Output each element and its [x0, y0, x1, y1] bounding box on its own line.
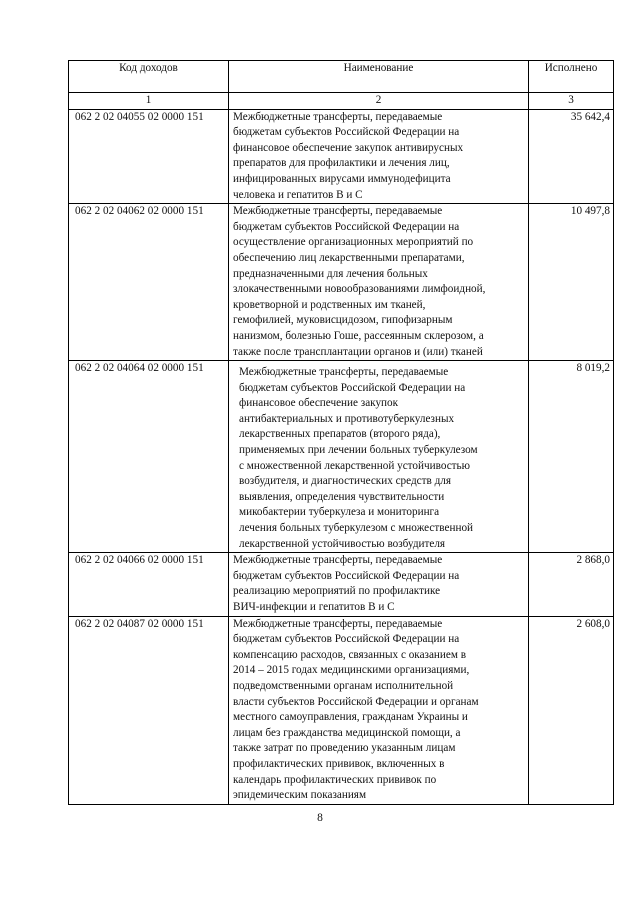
column-number: 2 [229, 93, 529, 110]
revenue-name-line: обеспечению лиц лекарственными препаратами, [233, 251, 465, 264]
revenue-name-line: кроветворной и родственных им тканей, [233, 298, 426, 311]
executed-amount: 2 608,0 [529, 616, 614, 804]
revenue-name-line: Межбюджетные трансферты, передаваемые [239, 366, 449, 379]
revenue-name-line: календарь профилактических прививок по [233, 773, 437, 786]
revenue-name-line: власти субъектов Российской Федерации и органам [233, 695, 479, 708]
revenue-name-line: бюджетам субъектов Российской Федерации на [233, 569, 460, 582]
revenue-name-line: эпидемическим показаниям [233, 789, 367, 802]
table-row [69, 616, 614, 804]
executed-amount: 8 019,2 [529, 361, 614, 553]
revenue-name-line: препаратов для профилактики и лечения лиц, [233, 157, 450, 170]
revenue-code: 062 2 02 04087 02 0000 151 [69, 616, 229, 804]
header-executed: Исполнено [529, 61, 614, 93]
revenue-name-line: лечения больных туберкулезом с множественной [239, 522, 474, 535]
revenue-name-line: Межбюджетные трансферты, передаваемые [233, 110, 443, 123]
revenue-name-line: ВИЧ-инфекции и гепатитов В и С [233, 601, 395, 613]
revenue-name-line: подведомственными органам исполнительной [233, 679, 454, 692]
revenue-name-line: микобактерии туберкулеза и мониторинга [239, 506, 440, 519]
revenue-name-line: бюджетам субъектов Российской Федерации на [233, 126, 460, 139]
revenue-name-line: также после трансплантации органов и (или) тканей [233, 345, 483, 358]
revenue-name-line: бюджетам субъектов Российской Федерации на [233, 220, 460, 233]
revenue-code: 062 2 02 04066 02 0000 151 [69, 553, 229, 616]
column-number-row [69, 93, 614, 110]
header-name: Наименование [229, 61, 529, 93]
executed-amount: 2 868,0 [529, 553, 614, 616]
revenue-name-line: финансовое обеспечение закупок [239, 397, 399, 410]
revenue-name [229, 109, 529, 204]
revenue-name-line: лекарственной устойчивостью возбудителя [239, 537, 446, 550]
executed-amount: 35 642,4 [529, 109, 614, 204]
revenue-name-line: инфицированных вирусами иммунодефицита [233, 172, 451, 185]
revenue-name-line: Межбюджетные трансферты, передаваемые [233, 617, 443, 630]
table-row [69, 553, 614, 616]
revenue-name-line: предназначенными для лечения больных [233, 267, 428, 280]
table-row [69, 109, 614, 204]
table-row [69, 204, 614, 361]
revenue-code: 062 2 02 04064 02 0000 151 [69, 361, 229, 553]
revenue-name-line: реализацию мероприятий по профилактике [233, 585, 441, 598]
revenue-name-line: Межбюджетные трансферты, передаваемые [233, 554, 443, 567]
revenue-name-line: антибактериальных и противотуберкулезных [239, 412, 455, 425]
revenue-name-line: осуществление организационных мероприятий по [233, 236, 474, 249]
revenue-name [229, 616, 529, 804]
header-row [69, 61, 614, 93]
revenue-name-line: злокачественными новообразованиями лимфоидной, [233, 283, 486, 296]
revenue-code: 062 2 02 04055 02 0000 151 [69, 109, 229, 204]
revenue-name-line: местного самоуправления, гражданам Украины и [233, 711, 468, 724]
revenue-name [229, 361, 529, 553]
revenue-name-line: выявления, определения чувствительности [239, 490, 445, 503]
revenue-name-line: бюджетам субъектов Российской Федерации на [239, 381, 466, 394]
column-number: 1 [69, 93, 229, 110]
revenue-name-line: возбудителя, и диагностических средств для [239, 475, 452, 488]
table-row [69, 361, 614, 553]
header-code: Код доходов [69, 61, 229, 93]
revenue-table [68, 60, 614, 805]
revenue-name-line: компенсацию расходов, связанных с оказанием в [233, 648, 467, 661]
revenue-name-line: также затрат по проведению указанным лицам [233, 742, 456, 755]
revenue-name-line: с множественной лекарственной устойчивостью [239, 459, 471, 472]
revenue-name-line: человека и гепатитов В и С [233, 188, 363, 201]
page-number: 8 [317, 812, 323, 824]
revenue-name-line: лекарственных препаратов (второго ряда), [239, 428, 441, 441]
revenue-name-line: гемофилией, муковисцидозом, гипофизарным [233, 314, 453, 327]
revenue-name-line: бюджетам субъектов Российской Федерации на [233, 633, 460, 646]
revenue-name-line: нанизмом, болезнью Гоше, рассеянным склерозом, а [233, 329, 484, 342]
revenue-name [229, 553, 529, 616]
revenue-name-line: применяемых при лечении больных туберкулезом [239, 444, 478, 457]
revenue-name-line: 2014 – 2015 годах медицинскими организациями, [233, 664, 470, 677]
revenue-name-line: финансовое обеспечение закупок антивирусных [233, 141, 464, 154]
revenue-name [229, 204, 529, 361]
revenue-name-line: Межбюджетные трансферты, передаваемые [233, 205, 443, 218]
column-number: 3 [529, 93, 614, 110]
revenue-name-line: лицам без гражданства медицинской помощи, а [233, 726, 461, 739]
revenue-name-line: профилактических прививок, включенных в [233, 757, 445, 770]
executed-amount: 10 497,8 [529, 204, 614, 361]
revenue-code: 062 2 02 04062 02 0000 151 [69, 204, 229, 361]
